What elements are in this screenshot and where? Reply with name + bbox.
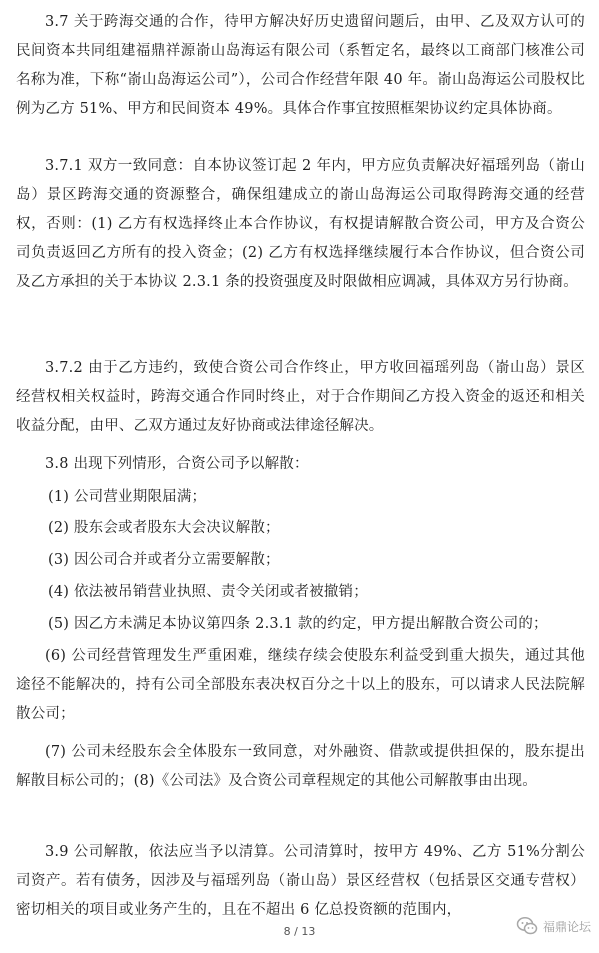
paragraph-3-7: 3.7 关于跨海交通的合作，待甲方解决好历史遗留问题后，由甲、乙及双方认可的民间资本共同组建福鼎祥源嵛山岛海运有限公司（系暂定名，最终以工商部门核准公司名称为准，下称“嵛山岛海运公司”），公司合作经营年限 40 年。嵛山岛海运公司股权比例为乙方 51%、甲方和民间资本 49%。具体合作事宜按照框架协议约定具体协商。 bbox=[16, 14, 585, 117]
list-item-2: (2) 股东会或者股东大会决议解散； bbox=[48, 520, 280, 536]
paragraph-3-9: 3.9 公司解散，依法应当予以清算。公司清算时，按甲方 49%、乙方 51%分割公司资产。若有债务，因涉及与福瑶列岛（嵛山岛）景区经营权（包括景区交通专营权）密切相关的项目或业务产生的，且在不超出 6 亿总投资额的范围内， bbox=[16, 844, 585, 918]
list-item-4: (4) 依法被吊销营业执照、责令关闭或者被撤销； bbox=[48, 584, 368, 600]
paragraph-3-7-1: 3.7.1 双方一致同意：自本协议签订起 2 年内，甲方应负责解决好福瑶列岛（嵛山岛）景区跨海交通的资源整合，确保组建成立的嵛山岛海运公司取得跨海交通的经营权，否则：(1) 乙方有权选择终止本合作协议，有权提请解散合资公司，甲方及合资公司负责返回乙方所有的投入资金；(2) 乙方有权选择继续履行本合作协议，但合资公司及乙方承担的关于本协议 2.3.1 条的投资强度及时限做相应调减，具体双方另行协商。 bbox=[16, 158, 585, 290]
page-number: 8 / 13 bbox=[283, 925, 316, 938]
list-item-5: (5) 因乙方未满足本协议第四条 2.3.1 款的约定，甲方提出解散合资公司的； bbox=[48, 616, 548, 632]
paragraph-3-7-2: 3.7.2 由于乙方违约，致使合资公司合作终止，甲方收回福瑶列岛（嵛山岛）景区经营权相关权益时，跨海交通合作同时终止，对于合作期间乙方投入资金的返还和相关收益分配，由甲、乙双方通过友好协商或法律途径解决。 bbox=[16, 360, 585, 434]
watermark-text: 福鼎论坛 bbox=[542, 919, 591, 934]
list-item-3: (3) 因公司合并或者分立需要解散； bbox=[48, 552, 280, 568]
list-item-7-8: (7) 公司未经股东会全体股东一致同意，对外融资、借款或提供担保的，股东提出解散目标公司的；(8)《公司法》及合资公司章程规定的其他公司解散事由出现。 bbox=[16, 744, 585, 789]
list-item-6: (6) 公司经营管理发生严重困难，继续存续会使股东利益受到重大损失，通过其他途径不能解决的，持有公司全部股东表决权百分之十以上的股东，可以请求人民法院解散公司； bbox=[16, 648, 585, 722]
watermark bbox=[516, 915, 591, 937]
paragraph-3-8: 3.8 出现下列情形，合资公司予以解散： bbox=[45, 456, 309, 472]
list-item-1: (1) 公司营业期限届满； bbox=[48, 489, 207, 505]
wechat-bubble-icon bbox=[516, 915, 538, 937]
